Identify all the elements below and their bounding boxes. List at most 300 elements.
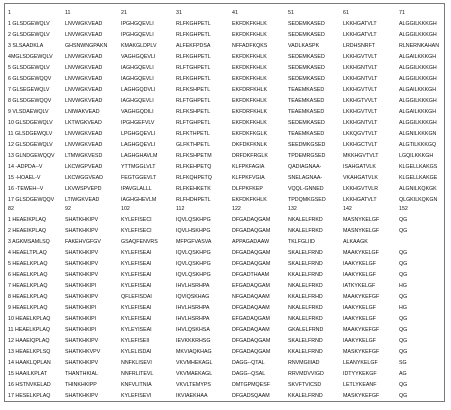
sequence-segment: LKKHGVTVLT [343, 54, 378, 60]
sequence-segment: KKALELFRHD [288, 294, 323, 300]
sequence-segment: QG [399, 338, 408, 344]
sequence-segment: GSAQFENVRS [121, 239, 158, 245]
sequence-segment: LKCWGGVEAD [65, 175, 103, 181]
sequence-segment: EKFDKFKHLK [232, 76, 267, 82]
sequence-segment: 15 HAAILKPLAT [8, 371, 48, 377]
sequence-segment: MKKHGVTVLT [343, 153, 379, 159]
sequence-segment: KKALELFRND [288, 393, 323, 399]
sequence-segment: SHATKHKVPV [65, 349, 101, 355]
sequence-segment: SHATKHKIPV [65, 228, 99, 234]
sequence-segment: SNELAGNAA- [288, 175, 323, 181]
sequence-segment: LKKHGNTVLT [343, 65, 378, 71]
sequence-segment: KYLEFISEAI [121, 305, 152, 311]
position-number: 41 [232, 10, 238, 16]
sequence-segment: IATKYKELGF [343, 283, 376, 289]
sequence-segment: KYLEFISEAI [121, 283, 152, 289]
sequence-segment: KLFPKFVGIA [232, 175, 265, 181]
sequence-segment: SHATKHKIPI [65, 283, 97, 289]
sequence-segment: LKKHGCTVLT [343, 142, 378, 148]
sequence-segment: VKVMAEKAGL [176, 371, 213, 377]
sequence-segment: LKKHGTVVLT [343, 98, 378, 104]
sequence-segment: IAAKYKELGF [343, 261, 376, 267]
sequence-segment: DAGG--QSAL [232, 371, 266, 377]
sequence-segment: IPAVGLALLL [121, 186, 152, 192]
sequence-segment: SKVFTVICSD [288, 382, 322, 388]
sequence-segment: NFFADFKQKS [232, 43, 268, 49]
sequence-segment: LNVWGKVEAD [65, 142, 103, 148]
sequence-segment: EKFDKFKGLK [232, 131, 268, 137]
sequence-segment: 8 GLSDGEWQQV [8, 98, 52, 104]
sequence-segment: MFPGFVASVA [176, 239, 212, 245]
sequence-segment: EKFDKFKHLK [232, 54, 267, 60]
sequence-segment: GHSNWNGPAKN [65, 43, 108, 49]
sequence-row [5, 162, 444, 173]
position-number: 31 [176, 10, 182, 16]
sequence-segment: VKVMHEKAGL [176, 360, 213, 366]
sequence-segment: MAAKYKELGF [343, 250, 379, 256]
sequence-segment: MASKYKEFGF [343, 393, 380, 399]
sequence-segment: TEAEMKASED [288, 87, 325, 93]
sequence-row [5, 226, 444, 237]
sequence-segment: 17 GLSDGEWQQV [8, 197, 55, 203]
sequence-segment: SEEDMKGSED [288, 142, 326, 148]
sequence-segment: GKALELFRND [288, 327, 324, 333]
sequence-segment: HG [399, 283, 407, 289]
sequence-segment: RLFKEHKETK [176, 186, 211, 192]
sequence-segment: LKKHGATVLT [343, 197, 377, 203]
sequence-segment: DFGADAQGAM [232, 217, 271, 223]
sequence-segment: QG [399, 327, 408, 333]
sequence-segment: KYLEFISEAI [121, 261, 152, 267]
sequence-row [5, 41, 444, 52]
sequence-segment: DMTGPMQESF [232, 382, 270, 388]
sequence-segment: EKFDKFKHLK [232, 120, 267, 126]
sequence-segment: ALGAILKKKGH [399, 109, 437, 115]
sequence-segment: VAGHGQEVLI [121, 54, 156, 60]
sequence-segment: 17 HESELKPLAQ [8, 393, 51, 399]
sequence-segment: 2 HEAEIKPLAQ [8, 228, 46, 234]
sequence-segment: DFGADAQAAM [232, 305, 270, 311]
sequence-segment: GLFKTHPETL [176, 142, 211, 148]
sequence-segment: QG [399, 217, 408, 223]
sequence-row [5, 380, 444, 391]
sequence-segment: NNFRLITEVL [121, 371, 154, 377]
sequence-segment: QLGKILKQKGN [399, 197, 438, 203]
sequence-row [5, 129, 444, 140]
position-header-row [5, 204, 444, 215]
sequence-segment: 4 HEAELTPLAQ [8, 250, 47, 256]
sequence-segment: LKKHGVTVLT [343, 109, 378, 115]
sequence-row [5, 270, 444, 281]
sequence-segment: MASNYKELGF [343, 217, 380, 223]
sequence-segment: 7 HEAELKPLAQ [8, 283, 48, 289]
sequence-segment: SEDEMKASED [288, 120, 325, 126]
sequence-segment: QG [399, 349, 408, 355]
sequence-row [5, 19, 444, 30]
sequence-segment: DFGADAQGAM [232, 250, 271, 256]
sequence-segment: LKKHGVTVLT [343, 87, 378, 93]
sequence-segment: LNVWGKVEAD [65, 131, 103, 137]
sequence-segment: IAGHGHEVLM [121, 197, 157, 203]
sequence-segment: SHATKHKIPV [65, 272, 99, 278]
sequence-segment: RLFTGHPETL [176, 120, 211, 126]
sequence-segment: MAAKYKEFGF [343, 294, 380, 300]
sequence-segment: IAAKYKELGF [343, 305, 376, 311]
sequence-segment: EKFDRFKHLK [232, 87, 268, 93]
sequence-segment: SG [399, 360, 407, 366]
sequence-segment: SEDEMKASED [288, 32, 325, 38]
sequence-segment: IKVIAEKHAA [176, 393, 208, 399]
sequence-segment: KLFPKFAGIA [232, 164, 265, 170]
sequence-row [5, 63, 444, 74]
sequence-segment: LNIWAKVEAD [65, 109, 100, 115]
sequence-segment: 12 HAAEIQPLAQ [8, 338, 50, 344]
sequence-segment: QFLEFISDAI [121, 294, 152, 300]
sequence-segment: KYLELISDAI [121, 349, 152, 355]
sequence-row [5, 30, 444, 41]
sequence-segment: TKLFGLIID [288, 239, 315, 245]
sequence-segment: QG [399, 316, 408, 322]
sequence-segment: SEDEMKASED [288, 54, 325, 60]
sequence-segment: QG [399, 261, 408, 267]
sequence-segment: RLFKGHPETL [176, 76, 211, 82]
sequence-row [5, 74, 444, 85]
sequence-segment: SKALELFRND [288, 338, 323, 344]
sequence-segment: 9 HEAELKPLAQ [8, 305, 48, 311]
sequence-row [5, 237, 444, 248]
sequence-segment: LETLYKEANF [343, 382, 377, 388]
sequence-segment: DFGADAQGAM [232, 228, 271, 234]
sequence-segment: TEAEMKASED [288, 98, 325, 104]
sequence-segment: 13 GLNDGEWQQV [8, 153, 55, 159]
sequence-segment: IQVLQSKHPG [176, 261, 211, 267]
sequence-row [5, 173, 444, 184]
sequence-row [5, 184, 444, 195]
sequence-segment: DFGADSQAAM [232, 393, 270, 399]
sequence-segment: RLFHDHPETL [176, 197, 211, 203]
sequence-segment: LNVWGKVEAD [65, 76, 103, 82]
sequence-segment: IAGHGQEVLI [121, 76, 154, 82]
sequence-segment: QG [399, 228, 408, 234]
sequence-segment: LTMWGKVESD [65, 153, 103, 159]
sequence-segment: VQQL-GNNED [288, 186, 324, 192]
sequence-segment: 8 HEAELKPLAQ [8, 294, 48, 300]
sequence-segment: KYLEYISEAI [121, 327, 152, 333]
sequence-segment: NKALELFRKD [288, 217, 323, 223]
sequence-segment: IQVLQSKHPG [176, 250, 211, 256]
sequence-segment: ALGTILKKKGQ [399, 142, 437, 148]
sequence-segment: SEDEMKASED [288, 65, 325, 71]
sequence-segment: RLFKEHPETQ [176, 164, 212, 170]
sequence-segment: 11 GLSDGEWQLV [8, 131, 53, 137]
sequence-row [5, 107, 444, 118]
sequence-segment: RNVMGIIIAD [288, 360, 320, 366]
sequence-segment: LAGHGQDVLI [121, 87, 156, 93]
sequence-segment: THINKHKIPP [65, 382, 97, 388]
sequence-segment: SHATKHKIPI [65, 327, 97, 333]
sequence-segment: RLFKGHPETL [176, 21, 211, 27]
sequence-segment: RLFTGHPETL [176, 98, 211, 104]
position-number: 61 [343, 10, 349, 16]
sequence-segment: AG [399, 371, 407, 377]
sequence-segment: IHVLHSRHPA [176, 305, 210, 311]
sequence-segment: SEDEMKASED [288, 21, 325, 27]
sequence-segment: MKVIAQKHAG [176, 349, 212, 355]
sequence-row [5, 292, 444, 303]
position-number: 142 [343, 206, 352, 212]
sequence-segment: SEDEMKASED [288, 76, 325, 82]
sequence-segment: DFGADAQAAM [232, 327, 270, 333]
sequence-segment: SKALELFRND [288, 250, 323, 256]
sequence-segment: VKVLTEMYPS [176, 382, 211, 388]
sequence-segment: ALGGILKKKGH [399, 21, 437, 27]
position-number: 112 [176, 206, 185, 212]
sequence-segment: KKALELFRND [288, 272, 323, 278]
sequence-segment: QG [399, 294, 408, 300]
sequence-segment: NKALELFRKD [288, 316, 323, 322]
sequence-segment: NNFKLISEVI [121, 360, 152, 366]
sequence-segment: LNVWGKVEAD [65, 32, 103, 38]
sequence-segment: RRVMDVVIGD [288, 371, 324, 377]
sequence-segment: 4MGLSDGEWQLV [8, 54, 53, 60]
sequence-segment: LEANYKELGF [343, 360, 378, 366]
sequence-segment: 5 HEAELKPLAQ [8, 261, 48, 267]
position-number: 71 [399, 10, 405, 16]
sequence-segment: DRFDKFRGLK [232, 153, 268, 159]
sequence-segment: DFGADAQGAM [232, 338, 271, 344]
sequence-segment: LNVWGKVEAD [65, 65, 103, 71]
sequence-segment: KYLEFISEII [121, 338, 150, 344]
sequence-segment: VAGHGQDILI [121, 109, 154, 115]
sequence-segment: LNVWGKVEAD [65, 87, 103, 93]
sequence-row [5, 347, 444, 358]
position-number: 152 [399, 206, 408, 212]
sequence-segment: IHVLHSRHPA [176, 283, 210, 289]
sequence-segment: YTTMGGLVLT [121, 164, 156, 170]
sequence-segment: RLFKTHPETL [176, 131, 210, 137]
sequence-row [5, 96, 444, 107]
sequence-segment: ALGGILKKKGH [399, 32, 437, 38]
sequence-segment: 14 -ADPDA--V [8, 164, 43, 170]
sequence-segment: LRDHSNRFT [343, 43, 376, 49]
sequence-segment: RLFKGHPETL [176, 54, 211, 60]
sequence-segment: KMAKGLDPLV [121, 43, 157, 49]
sequence-segment: THANTHKIAL [65, 371, 98, 377]
sequence-segment: EKFDKFKHLK [232, 98, 267, 104]
sequence-segment: ALGGILKKKGH [399, 76, 437, 82]
sequence-segment: RLFKQHPETQ [176, 175, 212, 181]
sequence-row [5, 259, 444, 270]
sequence-segment: 16 HSTNVKELAD [8, 382, 51, 388]
sequence-segment: KLGELLKAKGS [399, 164, 438, 170]
sequence-segment: QG [399, 250, 408, 256]
sequence-segment: IAGHGQEVLI [121, 65, 154, 71]
sequence-segment: KYLEFISEVI [121, 393, 152, 399]
sequence-segment: RLNERNKAHAN [399, 43, 440, 49]
sequence-segment: IHVLQSKHSA [176, 327, 210, 333]
sequence-segment: KYLEFISEAI [121, 316, 152, 322]
sequence-segment: 6 HEAELKPLAQ [8, 272, 48, 278]
sequence-segment: RLFKSHPETL [176, 87, 211, 93]
sequence-row [5, 358, 444, 369]
sequence-segment: SHATKHKIPI [65, 316, 97, 322]
sequence-segment: RLFKGHPETL [176, 32, 211, 38]
sequence-row [5, 118, 444, 129]
sequence-segment: LNVWGKVEAD [65, 98, 103, 104]
sequence-segment: NKALELFRKD [288, 283, 323, 289]
sequence-segment: IAAKYKELGF [343, 272, 376, 278]
position-number: 92 [65, 206, 71, 212]
sequence-segment: SHATKHKIPV [65, 294, 99, 300]
sequence-segment: SHATKHKIPV [65, 250, 99, 256]
sequence-segment: IQVLQSKHPG [176, 272, 211, 278]
sequence-segment: QG [399, 393, 408, 399]
position-number: 21 [121, 10, 127, 16]
sequence-segment: KYLEFISECI [121, 217, 152, 223]
sequence-row [5, 314, 444, 325]
sequence-segment: ALGGILKKKGH [399, 120, 437, 126]
sequence-segment: SHATKHKIPV [65, 217, 99, 223]
sequence-segment: IQVIQSKHAG [176, 294, 210, 300]
sequence-segment: KKALELFRND [288, 349, 323, 355]
sequence-segment: SHATKHKIPV [65, 338, 99, 344]
sequence-segment: IQVLHSKHPG [176, 228, 211, 234]
sequence-row [5, 336, 444, 347]
sequence-row [5, 369, 444, 380]
position-number: 102 [121, 206, 130, 212]
sequence-segment: MAAKYKEFGF [343, 327, 380, 333]
sequence-segment: EFGADAQGAM [232, 283, 270, 289]
sequence-segment: ALGAILKKKGH [399, 54, 437, 60]
sequence-segment: 6 GLSDGEWQQV [8, 76, 52, 82]
sequence-segment: DFGADAQGAM [232, 349, 271, 355]
sequence-segment: IPGHGQEVLI [121, 32, 154, 38]
sequence-row [5, 281, 444, 292]
sequence-segment: ISAHGATVLK [343, 164, 376, 170]
sequence-segment: LKVWSPVEPD [65, 186, 102, 192]
sequence-segment: LKKHGATVLT [343, 21, 377, 27]
sequence-segment: DAGG--QTAL [232, 360, 265, 366]
position-number: 132 [288, 206, 297, 212]
sequence-segment: QG [399, 382, 408, 388]
sequence-segment: MASNYKELGF [343, 228, 380, 234]
position-number: 11 [65, 10, 71, 16]
sequence-segment: LKKQGVTVLT [343, 131, 378, 137]
sequence-segment: LKCWGPVEAD [65, 164, 103, 170]
sequence-segment: 1 GLSDGEWQLV [8, 21, 50, 27]
sequence-segment: ALKAAGK [343, 239, 368, 245]
sequence-segment: 12 GLSDGEWQLV [8, 142, 53, 148]
sequence-segment: LKKHGNTVLT [343, 120, 378, 126]
sequence-segment: 3 AGKMSAMLSQ [8, 239, 50, 245]
sequence-segment: IPGHGQEVLI [121, 21, 154, 27]
sequence-segment: EKFDKFKHLK [232, 21, 267, 27]
sequence-segment: IDTYYKEKGF [343, 371, 377, 377]
sequence-segment: SHATKHKIPV [65, 393, 99, 399]
sequence-segment: 10 HEAELKPLAQ [8, 316, 51, 322]
sequence-segment: IHVLHSRHPA [176, 316, 210, 322]
sequence-segment: ALGAILKKKGH [399, 87, 437, 93]
sequence-segment: IPGHGEFVLV [121, 120, 155, 126]
sequence-segment: QADIAGNAA- [288, 164, 322, 170]
sequence-segment: 13 HEAELKPLSQ [8, 349, 51, 355]
sequence-segment: VADLKASPK [288, 43, 320, 49]
sequence-segment: SHATKHKIPI [65, 305, 97, 311]
sequence-segment: 16 -TEWEH--V [8, 186, 44, 192]
sequence-segment: EKFDKFKHLK [232, 197, 267, 203]
sequence-segment: 3 SLSAADKLA [8, 43, 44, 49]
sequence-row [5, 303, 444, 314]
sequence-segment: TEAEMKASED [288, 131, 325, 137]
sequence-segment: NKALELFRKD [288, 305, 323, 311]
sequence-alignment-table [4, 3, 445, 402]
sequence-segment: ALGGILKKKGH [399, 65, 437, 71]
sequence-segment: NKALELFRKD [288, 228, 323, 234]
sequence-segment: LNVWGKVEAD [65, 21, 103, 27]
sequence-segment: HG [399, 305, 407, 311]
position-number: 51 [288, 10, 294, 16]
sequence-row [5, 248, 444, 259]
sequence-segment: KLGELLKAKGE [399, 175, 438, 181]
sequence-segment: IQVLQSKHPG [176, 217, 211, 223]
sequence-segment: TPDEMRGSED [288, 153, 326, 159]
sequence-segment: QG [399, 272, 408, 278]
sequence-segment: SHATKHKIPV [65, 261, 99, 267]
sequence-segment: ALGNILKKKGN [399, 131, 437, 137]
sequence-segment: KYLEFISECI [121, 228, 152, 234]
sequence-segment: MASKYKEFGF [343, 349, 380, 355]
sequence-segment: LKKHGNTVLT [343, 76, 378, 82]
sequence-segment: DFGADTHAAM [232, 272, 270, 278]
sequence-segment: ALFEKFPDSA [176, 43, 211, 49]
sequence-segment: KNFVLITNIA [121, 382, 152, 388]
sequence-segment: RLFTGHPETL [176, 65, 211, 71]
sequence-segment: LAGHGHAVLM [121, 153, 158, 159]
position-number: 122 [232, 206, 241, 212]
sequence-segment: VKAHGATVLK [343, 175, 378, 181]
sequence-row [5, 85, 444, 96]
sequence-row [5, 140, 444, 151]
sequence-segment: NFGADAQAAM [232, 294, 270, 300]
sequence-segment: APPAGADAAW [232, 239, 270, 245]
sequence-segment: EKFDKFKHLK [232, 65, 267, 71]
sequence-segment: ALGGILKKKGH [399, 98, 437, 104]
sequence-segment: IAAKYKELGF [343, 338, 376, 344]
sequence-row [5, 52, 444, 63]
sequence-segment: LPGHGQEVLI [121, 131, 156, 137]
sequence-segment: FEGTGGEVLT [121, 175, 157, 181]
sequence-segment: 14 HAAKLQPLAN [8, 360, 51, 366]
sequence-segment: DLFPKFKEP [232, 186, 263, 192]
sequence-segment: 15 -HOAEL-V [8, 175, 41, 181]
sequence-row [5, 215, 444, 226]
sequence-row [5, 391, 444, 402]
sequence-segment: TPDQMKGSED [288, 197, 326, 203]
position-number: 82 [8, 206, 14, 212]
sequence-segment: LKTWGKVEAD [65, 120, 102, 126]
sequence-segment: IAGHGQEVLI [121, 98, 154, 104]
sequence-segment: 10 GLSDGEWQLV [8, 120, 53, 126]
sequence-segment: EKFDRFKHLK [232, 109, 268, 115]
sequence-segment: 11 HEAELKPLAQ [8, 327, 51, 333]
sequence-segment: FAKEHVGFGV [65, 239, 101, 245]
sequence-segment: TEAEMKASED [288, 109, 325, 115]
sequence-segment: LTIWGKVEAD [65, 197, 100, 203]
sequence-segment: IAAKYKELGF [343, 316, 376, 322]
sequence-segment: EFGADAQGAM [232, 316, 270, 322]
sequence-segment: KYLEFISEAI [121, 272, 152, 278]
sequence-row [5, 151, 444, 162]
